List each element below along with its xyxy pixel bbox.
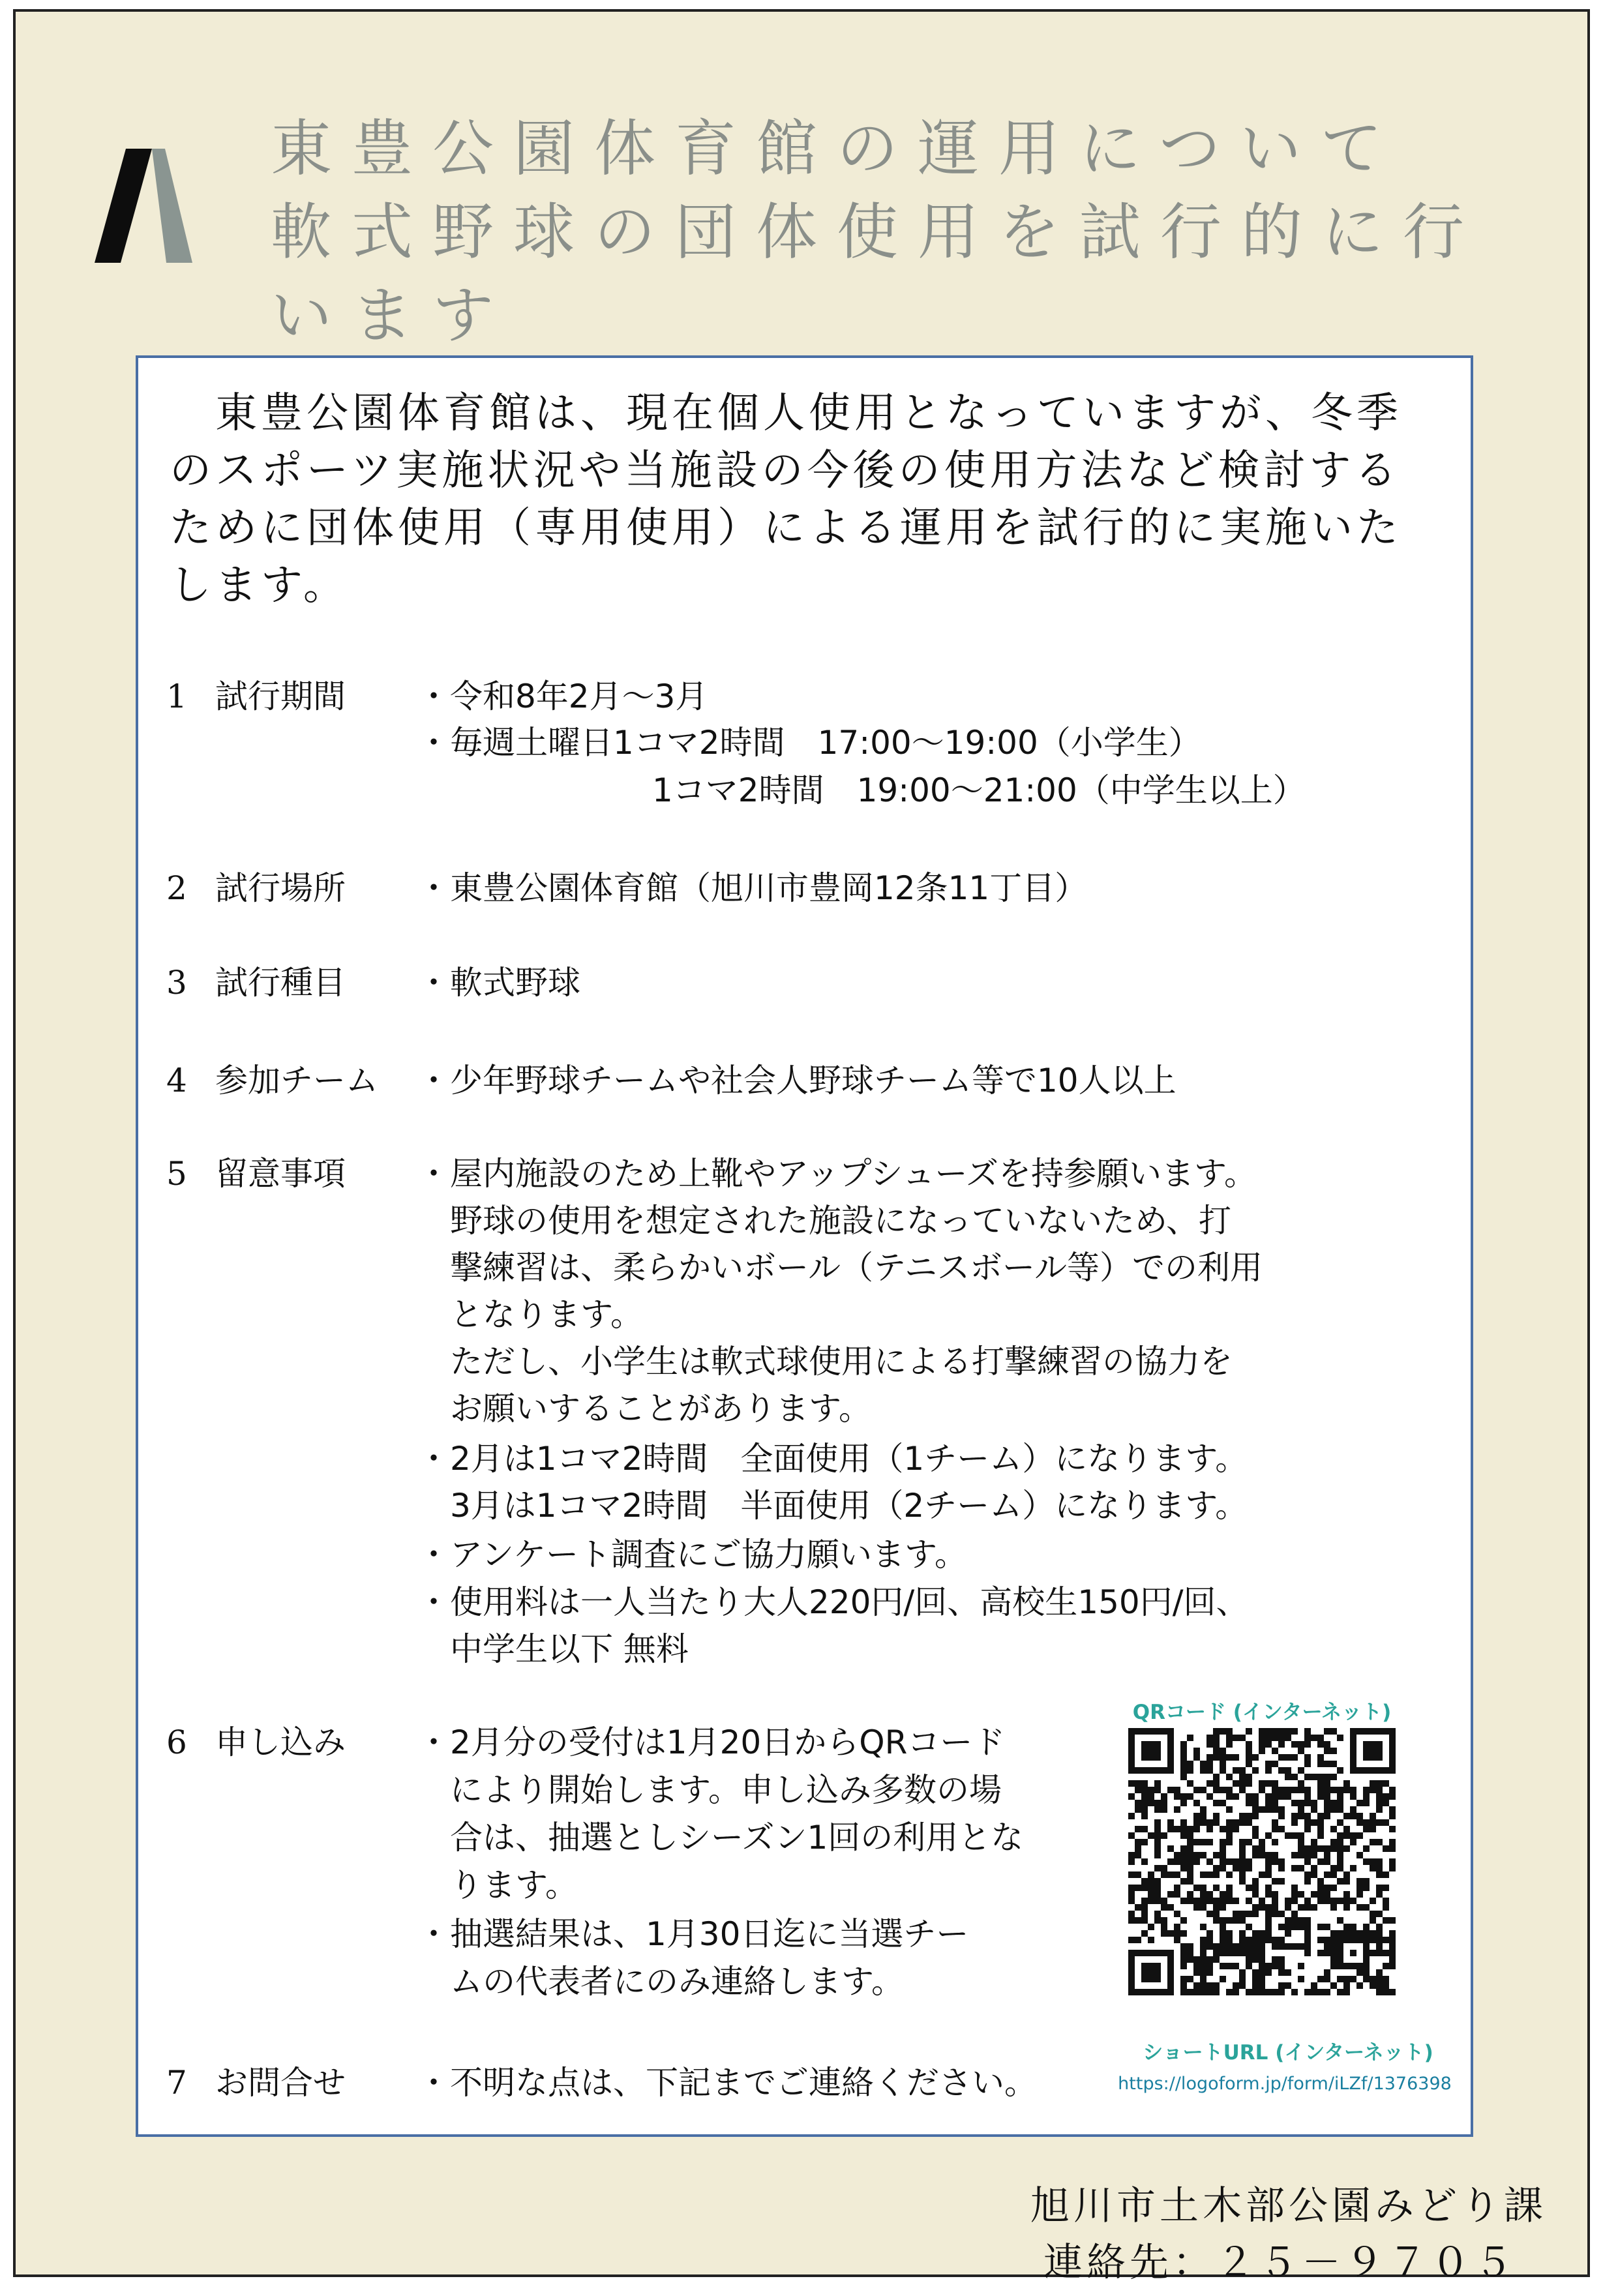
item-label: 留意事項 <box>215 1155 346 1193</box>
item-line: ムの代表者にのみ連絡します。 <box>450 1963 904 2001</box>
item-line: お願いすることがあります。 <box>450 1390 871 1427</box>
qr-caption: QRコード (インターネット) <box>1132 1701 1392 1724</box>
item-line: ただし、小学生は軟式球使用による打撃練習の協力を <box>450 1343 1233 1380</box>
title-line: 東豊公園体育館の運用について <box>271 113 1402 185</box>
footer-contact: 連絡先：２５－９７０５ <box>1043 2240 1517 2286</box>
short-url-link[interactable]: https://logoform.jp/form/iLZf/1376398 <box>1118 2074 1452 2094</box>
item-line: ・不明な点は、下記までご連絡ください。 <box>417 2064 1037 2102</box>
item-label: 申し込み <box>215 1723 346 1761</box>
item-line: 合は、抽選としシーズン1回の利用とな <box>450 1819 1024 1856</box>
intro-line: 東豊公園体育館は、現在個人使用となっていますが、冬季 <box>170 389 1402 438</box>
item-number: 2 <box>166 869 187 907</box>
item-number: 4 <box>166 1062 187 1099</box>
item-line: 1コマ2時間 19:00～21:00（中学生以上） <box>652 771 1306 809</box>
intro-line: ために団体使用（専用使用）による運用を試行的に実施いた <box>170 504 1402 552</box>
qr-code-icon[interactable] <box>1128 1728 1396 1995</box>
item-line: 野球の使用を想定された施設になっていないため、打 <box>450 1202 1231 1240</box>
item-number: 5 <box>166 1155 187 1193</box>
title-line: います <box>271 280 514 351</box>
item-line: ります。 <box>450 1866 578 1904</box>
item-label: お問合せ <box>215 2064 346 2102</box>
item-line: 中学生以下 無料 <box>450 1630 689 1668</box>
footer-department: 旭川市土木部公園みどり課 <box>1030 2183 1547 2229</box>
short-url-caption: ショートURL (インターネット) <box>1143 2041 1433 2065</box>
item-label: 参加チーム <box>215 1062 378 1099</box>
logo-mark-icon <box>95 149 192 263</box>
item-line: ・抽選結果は、1月30日迄に当選チー <box>417 1915 969 1953</box>
item-label: 試行期間 <box>215 678 346 715</box>
title-line: 軟式野球の団体使用を試行的に行 <box>271 197 1484 268</box>
item-label: 試行場所 <box>215 869 346 907</box>
item-line: ・使用料は一人当たり大人220円/回、高校生150円/回、 <box>417 1583 1249 1621</box>
item-number: 3 <box>166 964 187 1002</box>
item-line: ・東豊公園体育館（旭川市豊岡12条11丁目） <box>417 869 1088 907</box>
item-number: 7 <box>166 2064 187 2102</box>
item-line: となります。 <box>450 1296 643 1334</box>
item-line: ・令和8年2月～3月 <box>417 678 708 715</box>
item-line: ・毎週土曜日1コマ2時間 17:00～19:00（小学生） <box>417 724 1201 762</box>
intro-paragraph <box>170 385 1448 614</box>
item-line: ・軟式野球 <box>417 964 580 1002</box>
item-line: ・屋内施設のため上靴やアップシューズを持参願います。 <box>417 1155 1257 1193</box>
item-line: 3月は1コマ2時間 半面使用（2チーム）になります。 <box>450 1487 1248 1525</box>
page-title <box>271 108 1510 358</box>
item-line: ・少年野球チームや社会人野球チーム等で10人以上 <box>417 1062 1176 1099</box>
item-label: 試行種目 <box>215 964 346 1002</box>
intro-line: のスポーツ実施状況や当施設の今後の使用方法など検討する <box>170 447 1401 495</box>
item-line: ・アンケート調査にご協力願います。 <box>417 1536 967 1573</box>
item-number: 6 <box>166 1723 187 1761</box>
item-line: 撃練習は、柔らかいボール（テニスボール等）での利用 <box>450 1249 1263 1287</box>
intro-line: します。 <box>170 561 349 610</box>
item-line: により開始します。申し込み多数の場 <box>450 1771 1002 1809</box>
item-number: 1 <box>166 678 187 715</box>
item-line: ・2月分の受付は1月20日からQRコード <box>417 1723 1006 1761</box>
item-line: ・2月は1コマ2時間 全面使用（1チーム）になります。 <box>417 1440 1248 1478</box>
